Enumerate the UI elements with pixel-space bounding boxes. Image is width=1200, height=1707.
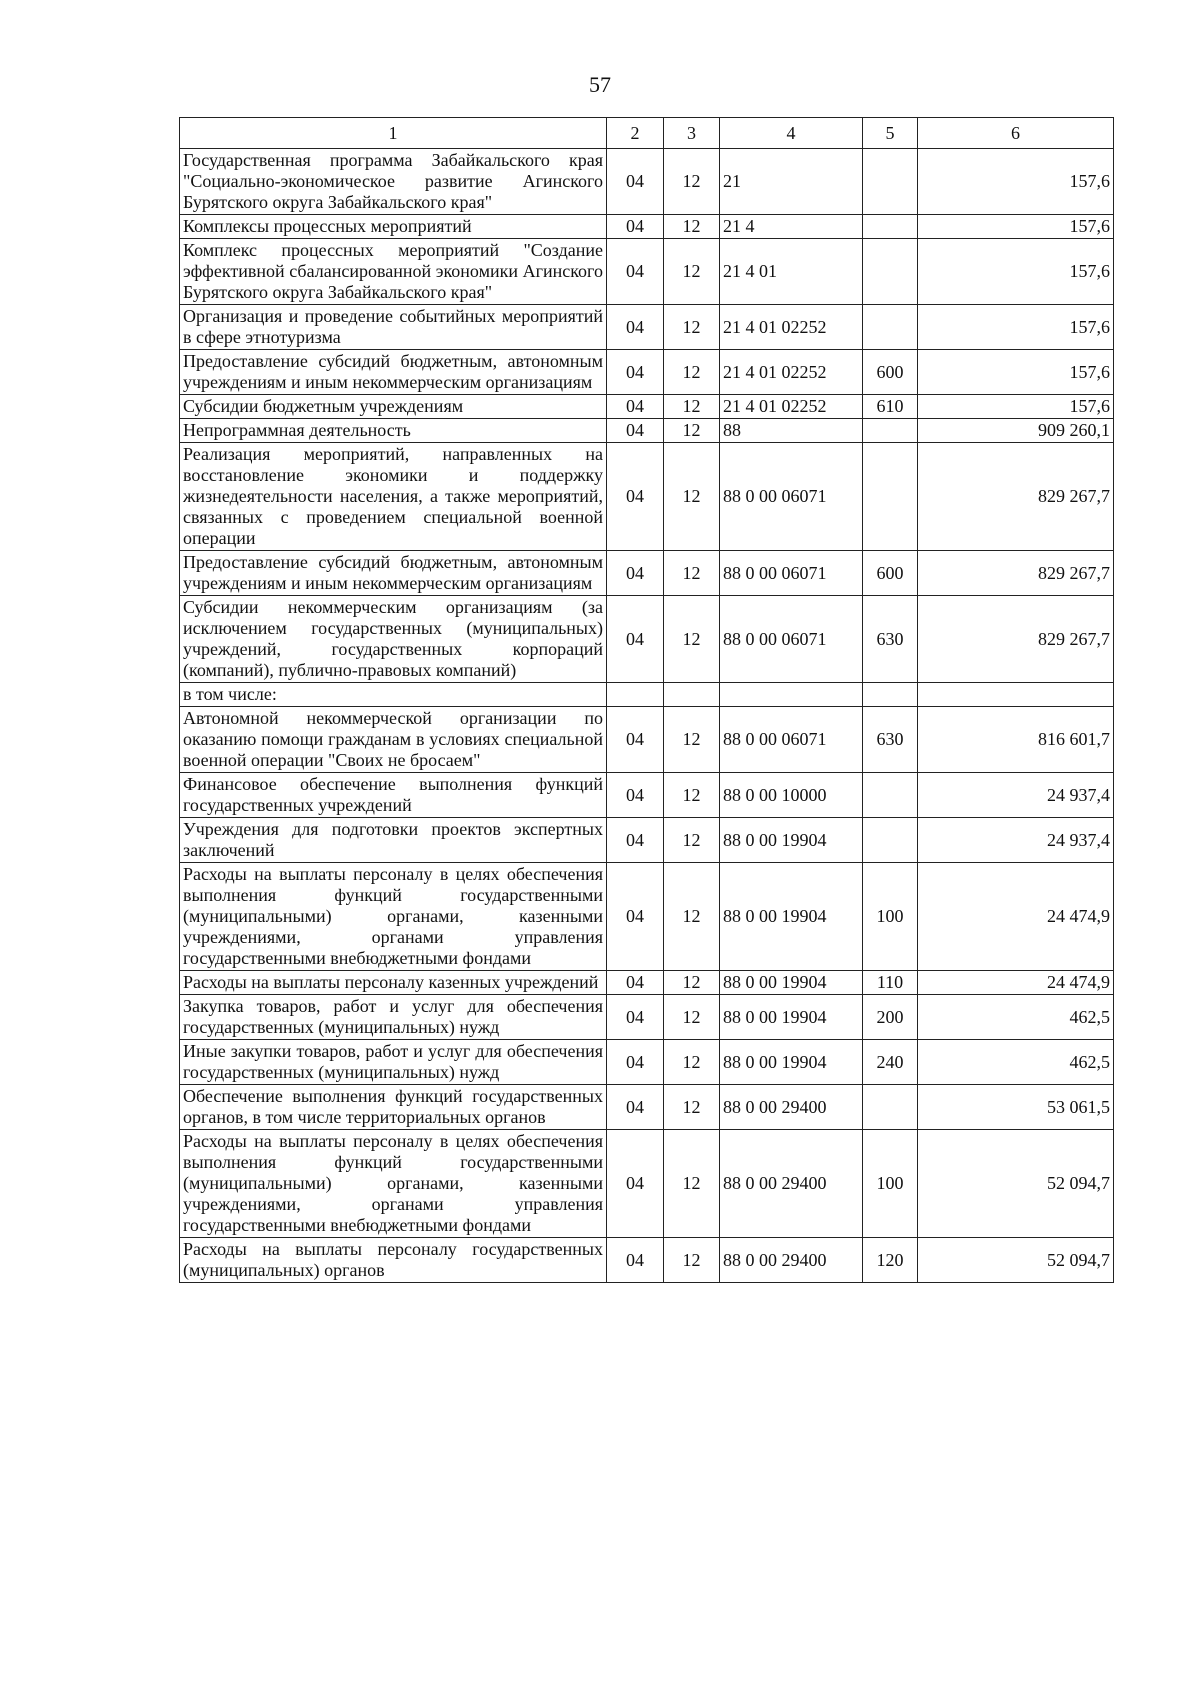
row-target-code-cell: 88 0 00 19904	[720, 1040, 863, 1085]
row-name-cell: Комплексы процессных мероприятий	[180, 215, 607, 239]
table-row	[180, 683, 1114, 707]
row-expense-type-cell: 120	[863, 1238, 918, 1283]
header-col-6: 6	[918, 118, 1114, 149]
page-number: 57	[589, 72, 611, 97]
row-expense-type-cell	[863, 773, 918, 818]
row-expense-type-cell: 200	[863, 995, 918, 1040]
row-subsection-cell: 12	[664, 239, 720, 305]
row-section-cell: 04	[607, 818, 664, 863]
row-expense-type-cell: 240	[863, 1040, 918, 1085]
row-target-code-cell: 88 0 00 29400	[720, 1085, 863, 1130]
row-expense-type-cell	[863, 818, 918, 863]
row-name-cell: Закупка товаров, работ и услуг для обеспечения государственных (муниципальных) нужд	[180, 995, 607, 1040]
row-section-cell: 04	[607, 863, 664, 971]
row-amount-cell: 53 061,5	[918, 1085, 1114, 1130]
row-subsection-cell: 12	[664, 1085, 720, 1130]
row-subsection-cell: 12	[664, 443, 720, 551]
row-expense-type-cell	[863, 149, 918, 215]
row-amount-cell: 157,6	[918, 239, 1114, 305]
row-target-code-cell: 88 0 00 19904	[720, 995, 863, 1040]
row-subsection-cell: 12	[664, 707, 720, 773]
row-target-code-cell: 88	[720, 419, 863, 443]
row-expense-type-cell: 100	[863, 863, 918, 971]
row-expense-type-cell	[863, 443, 918, 551]
row-target-code-cell: 88 0 00 06071	[720, 443, 863, 551]
row-target-code-cell: 88 0 00 19904	[720, 971, 863, 995]
row-section-cell: 04	[607, 350, 664, 395]
row-target-code-cell: 21 4	[720, 215, 863, 239]
row-subsection-cell: 12	[664, 971, 720, 995]
row-name-cell: Реализация мероприятий, направленных на восстановление экономики и поддержку жизнедеятельности населения, а также мероприятий, связанных с проведением специальной военной операции	[180, 443, 607, 551]
table-row	[180, 773, 1114, 818]
row-subsection-cell: 12	[664, 149, 720, 215]
row-section-cell: 04	[607, 215, 664, 239]
row-subsection-cell: 12	[664, 419, 720, 443]
row-name-cell: Организация и проведение событийных мероприятий в сфере этнотуризма	[180, 305, 607, 350]
table-row	[180, 971, 1114, 995]
row-section-cell: 04	[607, 419, 664, 443]
table-row	[180, 707, 1114, 773]
row-amount-cell: 157,6	[918, 395, 1114, 419]
table-row	[180, 1130, 1114, 1238]
row-subsection-cell: 12	[664, 995, 720, 1040]
row-subsection-cell: 12	[664, 215, 720, 239]
row-target-code-cell: 21 4 01	[720, 239, 863, 305]
row-subsection-cell: 12	[664, 1040, 720, 1085]
row-name-cell: Расходы на выплаты персоналу государственных (муниципальных) органов	[180, 1238, 607, 1283]
row-expense-type-cell	[863, 1085, 918, 1130]
row-amount-cell: 462,5	[918, 1040, 1114, 1085]
row-name-cell: Предоставление субсидий бюджетным, автономным учреждениям и иным некоммерческим организациям	[180, 551, 607, 596]
row-subsection-cell: 12	[664, 350, 720, 395]
row-subsection-cell: 12	[664, 305, 720, 350]
row-amount-cell: 462,5	[918, 995, 1114, 1040]
row-amount-cell: 816 601,7	[918, 707, 1114, 773]
row-section-cell: 04	[607, 149, 664, 215]
row-section-cell: 04	[607, 1238, 664, 1283]
row-amount-cell: 52 094,7	[918, 1238, 1114, 1283]
row-subsection-cell: 12	[664, 551, 720, 596]
table-row	[180, 443, 1114, 551]
row-section-cell	[607, 683, 664, 707]
table-row	[180, 1238, 1114, 1283]
row-amount-cell: 909 260,1	[918, 419, 1114, 443]
row-target-code-cell: 88 0 00 06071	[720, 707, 863, 773]
row-amount-cell: 829 267,7	[918, 551, 1114, 596]
row-name-cell: Предоставление субсидий бюджетным, автономным учреждениям и иным некоммерческим организациям	[180, 350, 607, 395]
row-subsection-cell: 12	[664, 818, 720, 863]
row-subsection-cell: 12	[664, 1238, 720, 1283]
row-expense-type-cell: 600	[863, 350, 918, 395]
row-name-cell: Иные закупки товаров, работ и услуг для обеспечения государственных (муниципальных) нужд	[180, 1040, 607, 1085]
row-target-code-cell: 21	[720, 149, 863, 215]
table-row	[180, 350, 1114, 395]
row-name-cell: Расходы на выплаты персоналу казенных учреждений	[180, 971, 607, 995]
row-amount-cell: 157,6	[918, 149, 1114, 215]
table-row	[180, 395, 1114, 419]
row-section-cell: 04	[607, 995, 664, 1040]
row-section-cell: 04	[607, 596, 664, 683]
row-section-cell: 04	[607, 551, 664, 596]
row-target-code-cell: 88 0 00 19904	[720, 863, 863, 971]
row-section-cell: 04	[607, 1130, 664, 1238]
row-name-cell: Финансовое обеспечение выполнения функций государственных учреждений	[180, 773, 607, 818]
row-section-cell: 04	[607, 773, 664, 818]
row-amount-cell: 24 937,4	[918, 818, 1114, 863]
row-name-cell: Расходы на выплаты персоналу в целях обеспечения выполнения функций государственными (муниципальными) органами, казенными учреждениями, органами управления государственными внебюджетными фондами	[180, 1130, 607, 1238]
row-subsection-cell: 12	[664, 863, 720, 971]
row-amount-cell: 829 267,7	[918, 596, 1114, 683]
table-row	[180, 239, 1114, 305]
row-amount-cell: 52 094,7	[918, 1130, 1114, 1238]
row-name-cell: Учреждения для подготовки проектов экспертных заключений	[180, 818, 607, 863]
row-amount-cell: 24 474,9	[918, 863, 1114, 971]
row-amount-cell	[918, 683, 1114, 707]
row-target-code-cell: 88 0 00 29400	[720, 1238, 863, 1283]
row-target-code-cell	[720, 683, 863, 707]
row-name-cell: Субсидии бюджетным учреждениям	[180, 395, 607, 419]
row-expense-type-cell: 110	[863, 971, 918, 995]
row-amount-cell: 157,6	[918, 215, 1114, 239]
table-row	[180, 149, 1114, 215]
row-target-code-cell: 88 0 00 06071	[720, 551, 863, 596]
row-section-cell: 04	[607, 239, 664, 305]
table-row	[180, 419, 1114, 443]
table-body	[180, 149, 1114, 1283]
table-row	[180, 1040, 1114, 1085]
row-name-cell: в том числе:	[180, 683, 607, 707]
row-name-cell: Расходы на выплаты персоналу в целях обеспечения выполнения функций государственными (муниципальными) органами, казенными учреждениями, органами управления государственными внебюджетными фондами	[180, 863, 607, 971]
row-section-cell: 04	[607, 443, 664, 551]
row-amount-cell: 157,6	[918, 350, 1114, 395]
row-amount-cell: 24 937,4	[918, 773, 1114, 818]
row-name-cell: Комплекс процессных мероприятий "Создание эффективной сбалансированной экономики Агинского Бурятского округа Забайкальского края"	[180, 239, 607, 305]
row-section-cell: 04	[607, 1085, 664, 1130]
row-expense-type-cell	[863, 419, 918, 443]
row-subsection-cell: 12	[664, 1130, 720, 1238]
row-expense-type-cell	[863, 683, 918, 707]
row-name-cell: Непрограммная деятельность	[180, 419, 607, 443]
row-target-code-cell: 88 0 00 29400	[720, 1130, 863, 1238]
row-expense-type-cell: 610	[863, 395, 918, 419]
row-amount-cell: 829 267,7	[918, 443, 1114, 551]
row-expense-type-cell: 630	[863, 596, 918, 683]
table-row	[180, 1085, 1114, 1130]
header-col-4: 4	[720, 118, 863, 149]
row-name-cell: Обеспечение выполнения функций государственных органов, в том числе территориальных органов	[180, 1085, 607, 1130]
table-row	[180, 863, 1114, 971]
row-name-cell: Субсидии некоммерческим организациям (за исключением государственных (муниципальных) учреждений, государственных корпораций (компаний), публично-правовых компаний)	[180, 596, 607, 683]
table-row	[180, 551, 1114, 596]
row-section-cell: 04	[607, 971, 664, 995]
row-target-code-cell: 88 0 00 19904	[720, 818, 863, 863]
row-subsection-cell: 12	[664, 395, 720, 419]
row-target-code-cell: 21 4 01 02252	[720, 350, 863, 395]
table-row	[180, 596, 1114, 683]
row-target-code-cell: 88 0 00 06071	[720, 596, 863, 683]
header-row	[180, 118, 1114, 149]
row-section-cell: 04	[607, 305, 664, 350]
budget-table	[179, 117, 1114, 1283]
header-col-2: 2	[607, 118, 664, 149]
row-target-code-cell: 21 4 01 02252	[720, 305, 863, 350]
header-col-3: 3	[664, 118, 720, 149]
table-row	[180, 818, 1114, 863]
row-name-cell: Государственная программа Забайкальского края "Социально-экономическое развитие Агинского Бурятского округа Забайкальского края"	[180, 149, 607, 215]
row-section-cell: 04	[607, 395, 664, 419]
row-target-code-cell: 21 4 01 02252	[720, 395, 863, 419]
row-subsection-cell: 12	[664, 596, 720, 683]
row-expense-type-cell: 100	[863, 1130, 918, 1238]
row-target-code-cell: 88 0 00 10000	[720, 773, 863, 818]
row-section-cell: 04	[607, 707, 664, 773]
row-subsection-cell	[664, 683, 720, 707]
table-row	[180, 995, 1114, 1040]
row-section-cell: 04	[607, 1040, 664, 1085]
row-name-cell: Автономной некоммерческой организации по оказанию помощи гражданам в условиях специальной военной операции "Своих не бросаем"	[180, 707, 607, 773]
row-expense-type-cell	[863, 215, 918, 239]
header-col-5: 5	[863, 118, 918, 149]
header-col-1: 1	[180, 118, 607, 149]
row-subsection-cell: 12	[664, 773, 720, 818]
row-amount-cell: 24 474,9	[918, 971, 1114, 995]
table-row	[180, 215, 1114, 239]
row-expense-type-cell	[863, 239, 918, 305]
row-expense-type-cell	[863, 305, 918, 350]
table-row	[180, 305, 1114, 350]
row-amount-cell: 157,6	[918, 305, 1114, 350]
row-expense-type-cell: 600	[863, 551, 918, 596]
row-expense-type-cell: 630	[863, 707, 918, 773]
